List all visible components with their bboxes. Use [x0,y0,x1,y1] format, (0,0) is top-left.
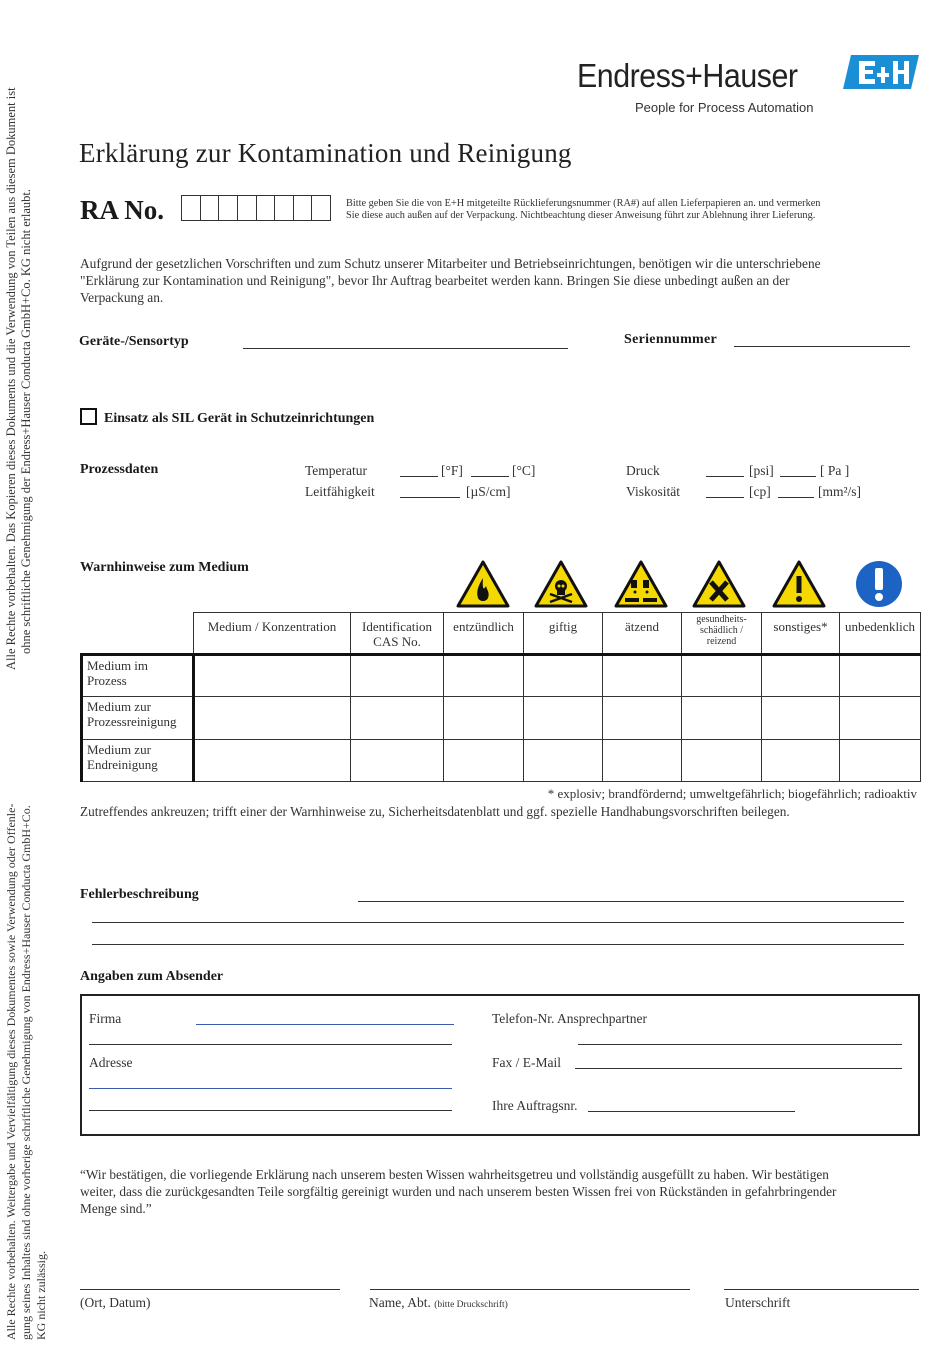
hazard-cell[interactable] [762,655,840,697]
brand-tagline: People for Process Automation [635,100,814,115]
hazard-cell[interactable] [444,655,524,697]
declaration-line1: “Wir bestätigen, die vorliegende Erklärung nach unserem besten Wissen wahrheitsgetreu und vollständig ausgefüllt zu haben. Wir bestätigen [80,1167,829,1182]
hazard-instruction: Zutreffendes ankreuzen; trifft einer der Warnhinweise zu, Sicherheitsdatenblatt und ggf. spezielle Handhabungsvorschriften beilegen. [80,804,790,819]
ra-note-line2: Sie diese auch außen auf der Verpackung. Nichtbeachtung dieser Anweisung führt zur Ablehnung ihrer Lieferung. [346,210,816,221]
unit-cp: [cp] [749,484,771,499]
margin-note-bottom-line1: Alle Rechte vorbehalten. Weitergabe und Vervielfältigung dieses Dokumentes sowie Verwendung oder Offenle- [4,803,18,1340]
hazard-table [80,612,921,782]
order-number-label: Ihre Auftragsnr. [492,1098,578,1113]
name-dept-note: (bitte Druckschrift) [434,1300,508,1310]
harmful-x-icon [692,560,746,608]
hazard-row-final-cleaning [82,740,921,782]
hazard-cell[interactable] [351,697,444,740]
temperature-f-field[interactable] [400,476,438,477]
place-date-field[interactable] [80,1289,340,1290]
hazard-cell[interactable] [351,655,444,697]
declaration-line2: weiter, dass die zurückgesandten Teile sorgfältig gereinigt wurden und nach unserem besten Wissen frei von Rückständen in gefahrbringender [80,1184,837,1199]
hazard-cell[interactable] [351,740,444,782]
viscosity-label: Viskosität [626,484,680,499]
row-label-process: Medium im Prozess [82,655,194,697]
col-flammable: entzündlich [444,613,524,655]
hazard-cell[interactable] [524,697,603,740]
hazard-corner-cell [82,613,194,655]
sil-checkbox[interactable] [80,408,97,425]
hazard-footnote: * explosiv; brandfördernd; umweltgefährlich; biogefährlich; radioaktiv [547,786,917,801]
sender-box [80,994,920,1136]
ra-number-boxes[interactable] [181,195,331,221]
phone-contact-label: Telefon-Nr. Ansprechpartner [492,1011,647,1026]
pressure-psi-field[interactable] [706,476,744,477]
skull-icon [534,560,588,608]
page-title: Erklärung zur Kontamination und Reinigung [79,138,572,168]
process-data-label: Prozessdaten [80,462,159,477]
intro-line3: Verpackung an. [80,290,164,305]
margin-note-bottom-line2: gung seines Inhaltes sind ohne vorherige schriftliche Genehmigung von Endress+Hauser Conducta GmbH+Co. [19,805,33,1340]
hazard-cell[interactable] [194,697,351,740]
brand-mark-icon [841,53,921,91]
intro-text [80,255,821,306]
company-field-line-2[interactable] [89,1044,452,1045]
margin-note-bottom [4,710,49,1340]
margin-note-top [4,20,34,670]
hazard-cell[interactable] [524,740,603,782]
viscosity-mm2s-field[interactable] [778,497,814,498]
hazard-cell[interactable] [840,655,921,697]
row-label-process-cleaning: Medium zur Prozessreinigung [82,697,194,740]
sender-label: Angaben zum Absender [80,969,224,984]
signature-label: Unterschrift [725,1295,791,1310]
margin-note-top-line2: ohne schriftliche Genehmigung der Endress+Hauser Conducta GmbH+Co. KG nicht erlaubt. [19,188,33,654]
col-harmful-irritant: gesundheits- schädlich / reizend [682,613,762,655]
serial-number-label: Seriennummer [624,332,718,347]
hazard-cell[interactable] [682,740,762,782]
hazard-row-process [82,655,921,697]
hazard-cell[interactable] [682,655,762,697]
unit-psi: [psi] [749,463,774,478]
company-label: Firma [89,1011,122,1026]
hazard-cell[interactable] [762,740,840,782]
hazard-row-process-cleaning [82,697,921,740]
ra-note-line1: Bitte geben Sie die von E+H mitgeteilte Rücklieferungsnummer (RA#) auf allen Lieferpapieren an. und vermerken [346,198,821,209]
hazard-header-row [82,613,921,655]
phone-contact-field[interactable] [578,1044,902,1045]
fault-description-line-2[interactable] [92,922,904,923]
unit-celsius: [°C] [512,463,536,478]
brand-logo [575,55,925,125]
fax-email-label: Fax / E-Mail [492,1055,561,1070]
pressure-pa-field[interactable] [780,476,816,477]
hazard-cell[interactable] [524,655,603,697]
col-toxic: giftig [524,613,603,655]
temperature-c-field[interactable] [471,476,509,477]
col-corrosive: ätzend [603,613,682,655]
hazard-cell[interactable] [682,697,762,740]
company-field[interactable] [196,1024,454,1025]
col-other: sonstiges* [762,613,840,655]
ra-label: RA No. [80,195,165,225]
flame-icon [456,560,510,608]
address-field-line-2[interactable] [89,1110,452,1111]
hazard-cell[interactable] [840,697,921,740]
hazard-cell[interactable] [194,740,351,782]
info-exclamation-icon [854,559,904,609]
col-medium-concentration: Medium / Konzentration [194,613,351,655]
conductivity-label: Leitfähigkeit [305,484,375,499]
temperature-label: Temperatur [305,463,368,478]
unit-mm2s: [mm²/s] [818,484,862,499]
serial-number-field[interactable] [734,346,910,347]
hazard-cell[interactable] [603,655,682,697]
brand-name: Endress+Hauser [577,57,798,94]
intro-line2: "Erklärung zur Kontamination und Reinigung", bevor Ihr Auftrag bearbeitet werden kann. Bringen Sie diese unbedingt außen an der [80,273,790,288]
exclamation-triangle-icon [772,560,826,608]
signature-field[interactable] [724,1289,919,1290]
hazard-cell[interactable] [840,740,921,782]
row-label-final-cleaning: Medium zur Endreinigung [82,740,194,782]
hazard-cell[interactable] [603,697,682,740]
unit-pa: [ Pa ] [820,463,850,478]
order-number-field[interactable] [588,1111,795,1112]
address-label: Adresse [89,1055,133,1070]
declaration-text [80,1166,836,1217]
fault-description-line-3[interactable] [92,944,904,945]
name-dept-field[interactable] [370,1289,690,1290]
ra-note [346,198,820,222]
intro-line1: Aufgrund der gesetzlichen Vorschriften und zum Schutz unserer Mitarbeiter und Betriebseinrichtungen, benötigen wir die unterschriebene [80,256,821,271]
pressure-label: Druck [626,463,660,478]
unit-fahrenheit: [°F] [441,463,463,478]
fault-description-line-1[interactable] [358,901,904,902]
hazard-cell[interactable] [603,740,682,782]
declaration-line3: Menge sind.” [80,1201,152,1216]
conductivity-field[interactable] [400,497,460,498]
fax-email-field[interactable] [575,1068,902,1069]
place-date-label: (Ort, Datum) [80,1295,151,1310]
name-dept-text: Name, Abt. [369,1295,431,1310]
margin-note-bottom-line3: KG nicht zulässig. [34,1251,48,1340]
viscosity-cp-field[interactable] [706,497,744,498]
warnings-label: Warnhinweise zum Medium [80,560,249,575]
corrosive-icon [614,560,668,608]
col-identification-cas: Identification CAS No. [351,613,444,655]
hazard-cell[interactable] [194,655,351,697]
name-dept-label [369,1295,508,1311]
unit-microsiemens: [µS/cm] [466,484,511,499]
address-field-line-1[interactable] [89,1088,452,1089]
fault-description-label: Fehlerbeschreibung [80,887,199,902]
margin-note-top-line1: Alle Rechte vorbehalten. Das Kopieren dieses Dokuments und die Verwendung von Teilen aus diesem Dokument ist [4,87,18,670]
sil-label: Einsatz als SIL Gerät in Schutzeinrichtungen [104,411,375,426]
hazard-cell[interactable] [762,697,840,740]
device-type-field[interactable] [243,348,568,349]
hazard-cell[interactable] [444,740,524,782]
hazard-cell[interactable] [444,697,524,740]
device-type-label: Geräte-/Sensortyp [79,334,189,349]
col-harmless: unbedenklich [840,613,921,655]
